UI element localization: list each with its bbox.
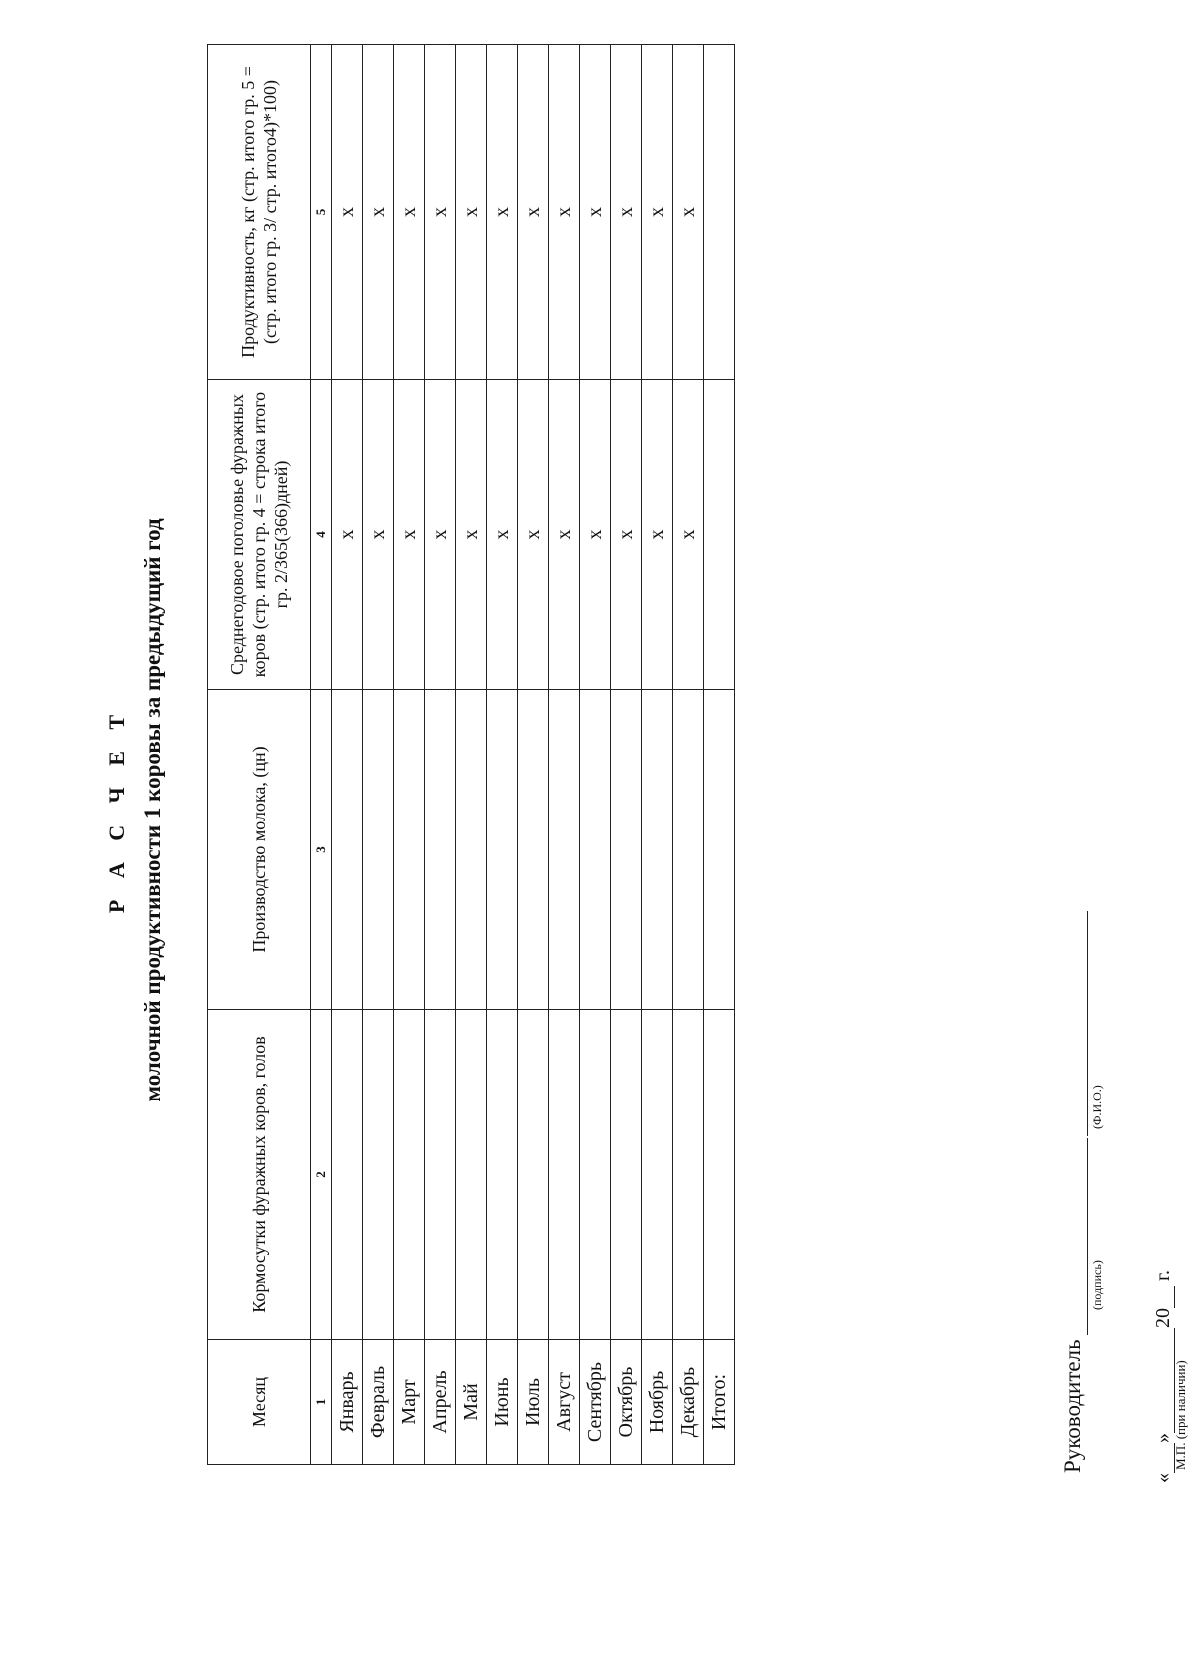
feed-days-cell[interactable] <box>394 1010 425 1340</box>
feed-days-cell[interactable] <box>363 1010 394 1340</box>
productivity-cell[interactable]: x <box>611 45 642 380</box>
productivity-cell[interactable]: x <box>673 45 704 380</box>
date-open-quote: « <box>1152 1473 1174 1483</box>
milk-production-cell[interactable] <box>456 690 487 1010</box>
header-month: Месяц <box>208 1340 311 1465</box>
header-average-herd: Среднегодовое поголовье фуражных коров (стр. итого гр. 4 = строка итого гр. 2/365(366)дней) <box>208 380 311 690</box>
milk-production-cell[interactable] <box>518 690 549 1010</box>
table-header-row <box>208 45 311 1465</box>
average-herd-cell[interactable]: x <box>332 380 363 690</box>
productivity-table <box>207 44 735 1465</box>
milk-production-cell[interactable] <box>487 690 518 1010</box>
document-title: Р А С Ч Е Т <box>104 706 129 914</box>
signature-caption: (подпись) <box>1090 1260 1104 1310</box>
milk-production-cell[interactable] <box>642 690 673 1010</box>
table-row <box>487 45 518 1465</box>
milk-production-cell[interactable] <box>704 690 735 1010</box>
table-row <box>332 45 363 1465</box>
table-row <box>456 45 487 1465</box>
feed-days-cell[interactable] <box>332 1010 363 1340</box>
feed-days-cell[interactable] <box>549 1010 580 1340</box>
table-row <box>580 45 611 1465</box>
feed-days-cell[interactable] <box>580 1010 611 1340</box>
stamp-note: М.П. (при наличии) <box>1173 1360 1188 1470</box>
table-row <box>394 45 425 1465</box>
average-herd-cell[interactable]: x <box>642 380 673 690</box>
average-herd-cell[interactable]: x <box>580 380 611 690</box>
year-prefix: 20 <box>1152 1308 1174 1328</box>
milk-production-cell[interactable] <box>549 690 580 1010</box>
milk-production-cell[interactable] <box>332 690 363 1010</box>
table-row <box>704 45 735 1465</box>
milk-production-cell[interactable] <box>673 690 704 1010</box>
average-herd-cell[interactable]: x <box>518 380 549 690</box>
productivity-cell[interactable]: x <box>425 45 456 380</box>
month-cell: Октябрь <box>611 1340 642 1465</box>
average-herd-cell[interactable]: x <box>549 380 580 690</box>
milk-production-cell[interactable] <box>425 690 456 1010</box>
month-cell: Итого: <box>704 1340 735 1465</box>
column-number-row <box>311 45 332 1465</box>
milk-production-cell[interactable] <box>363 690 394 1010</box>
milk-production-cell[interactable] <box>611 690 642 1010</box>
feed-days-cell[interactable] <box>704 1010 735 1340</box>
table-row <box>425 45 456 1465</box>
head-label: Руководитель <box>1060 1339 1085 1473</box>
document-subtitle: молочной продуктивности 1 коровы за предыдущий год <box>140 518 165 1102</box>
month-cell: Апрель <box>425 1340 456 1465</box>
milk-production-cell[interactable] <box>580 690 611 1010</box>
month-cell: Декабрь <box>673 1340 704 1465</box>
feed-days-cell[interactable] <box>611 1010 642 1340</box>
column-number: 5 <box>311 45 332 380</box>
date-close-quote: » <box>1152 1433 1174 1443</box>
column-number: 3 <box>311 690 332 1010</box>
month-cell: Январь <box>332 1340 363 1465</box>
month-cell: Ноябрь <box>642 1340 673 1465</box>
average-herd-cell[interactable]: x <box>363 380 394 690</box>
table-row <box>549 45 580 1465</box>
productivity-cell[interactable]: x <box>332 45 363 380</box>
month-cell: Сентябрь <box>580 1340 611 1465</box>
average-herd-cell[interactable]: x <box>487 380 518 690</box>
month-cell: Февраль <box>363 1340 394 1465</box>
year-suffix: г. <box>1152 1270 1174 1281</box>
header-productivity: Продуктивность, кг (стр. итого гр. 5 = (стр. итого гр. 3/ стр. итого4)*100) <box>208 45 311 380</box>
table-row <box>363 45 394 1465</box>
average-herd-cell[interactable]: x <box>456 380 487 690</box>
feed-days-cell[interactable] <box>425 1010 456 1340</box>
average-herd-cell[interactable]: x <box>611 380 642 690</box>
name-caption: (Ф.И.О.) <box>1090 1085 1104 1129</box>
productivity-cell[interactable]: x <box>580 45 611 380</box>
month-cell: Март <box>394 1340 425 1465</box>
average-herd-cell[interactable] <box>704 380 735 690</box>
name-line[interactable] <box>1087 911 1088 1136</box>
table-row <box>518 45 549 1465</box>
month-cell: Май <box>456 1340 487 1465</box>
month-cell: Июнь <box>487 1340 518 1465</box>
feed-days-cell[interactable] <box>518 1010 549 1340</box>
average-herd-cell[interactable]: x <box>394 380 425 690</box>
productivity-cell[interactable] <box>704 45 735 380</box>
productivity-cell[interactable]: x <box>642 45 673 380</box>
productivity-cell[interactable]: x <box>394 45 425 380</box>
milk-production-cell[interactable] <box>394 690 425 1010</box>
productivity-cell[interactable]: x <box>456 45 487 380</box>
feed-days-cell[interactable] <box>487 1010 518 1340</box>
productivity-cell[interactable]: x <box>518 45 549 380</box>
productivity-cell[interactable]: x <box>363 45 394 380</box>
feed-days-cell[interactable] <box>673 1010 704 1340</box>
productivity-cell[interactable]: x <box>487 45 518 380</box>
productivity-cell[interactable]: x <box>549 45 580 380</box>
average-herd-cell[interactable]: x <box>425 380 456 690</box>
column-number: 4 <box>311 380 332 690</box>
year-field[interactable] <box>1156 1286 1175 1308</box>
month-cell: Август <box>549 1340 580 1465</box>
average-herd-cell[interactable]: x <box>673 380 704 690</box>
feed-days-cell[interactable] <box>642 1010 673 1340</box>
signature-line[interactable] <box>1087 1138 1088 1335</box>
table-row <box>673 45 704 1465</box>
header-feed-days: Кормосутки фуражных коров, голов <box>208 1010 311 1340</box>
date-line <box>1152 1270 1175 1483</box>
table-row <box>611 45 642 1465</box>
column-number: 2 <box>311 1010 332 1340</box>
feed-days-cell[interactable] <box>456 1010 487 1340</box>
table-row <box>642 45 673 1465</box>
month-cell: Июль <box>518 1340 549 1465</box>
header-milk-production: Производство молока, (цн) <box>208 690 311 1010</box>
column-number: 1 <box>311 1340 332 1465</box>
